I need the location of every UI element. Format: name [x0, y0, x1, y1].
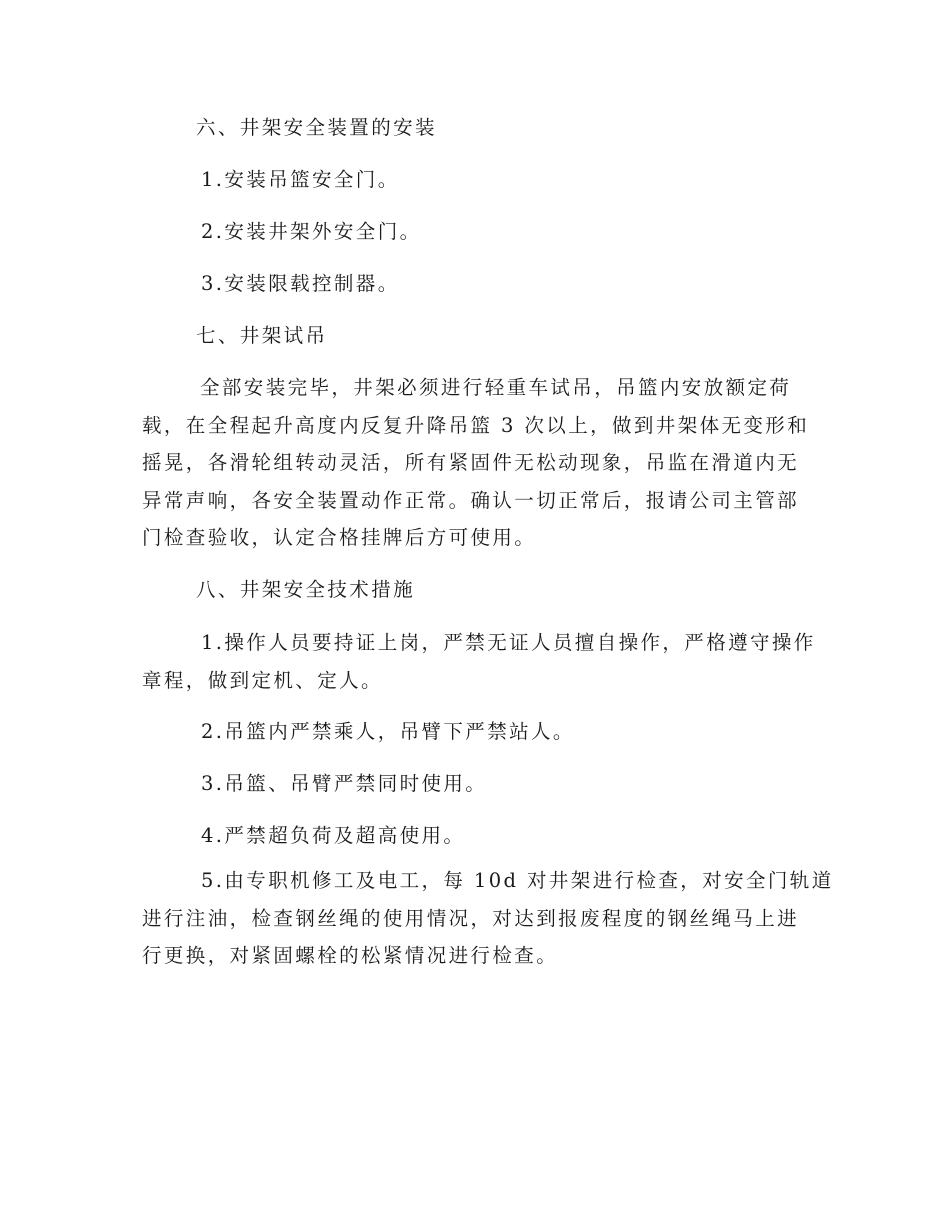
paragraph-line: 进行注油，检查钢丝绳的使用情况，对达到报废程度的钢丝绳马上进	[142, 906, 800, 930]
section-8-item-3: 3.吊篮、吊臂严禁同时使用。	[201, 772, 488, 795]
paragraph-line: 全部安装完毕，井架必须进行轻重车试吊，吊篮内安放额定荷	[200, 376, 792, 399]
section-8-item-1	[142, 624, 816, 699]
section-8-item-4: 4.严禁超负荷及超高使用。	[201, 824, 466, 847]
paragraph-line: 章程，做到定机、定人。	[142, 668, 383, 692]
paragraph-line: 门检查验收，认定合格挂牌后方可使用。	[142, 526, 537, 549]
section-6-item-1: 1.安装吊篮安全门。	[201, 168, 400, 191]
paragraph-line: 1.操作人员要持证上岗，严禁无证人员擅自操作，严格遵守操作	[201, 631, 816, 654]
paragraph-line: 5.由专职机修工及电工，每 10d 对井架进行检查，对安全门轨道	[201, 869, 834, 892]
paragraph-line: 载，在全程起升高度内反复升降吊篮 3 次以上，做到井架体无变形和	[142, 413, 810, 437]
paragraph-line: 行更换，对紧固螺栓的松紧情况进行检查。	[142, 944, 559, 967]
section-8-item-2: 2.吊篮内严禁乘人，吊臂下严禁站人。	[201, 720, 575, 743]
section-6-item-2: 2.安装井架外安全门。	[201, 220, 422, 243]
section-7-heading: 七、井架试吊	[196, 324, 328, 347]
section-6-heading: 六、井架安全装置的安装	[196, 116, 437, 139]
paragraph-line: 摇晃，各滑轮组转动灵活，所有紧固件无松动现象，吊监在滑道内无	[142, 451, 800, 474]
section-6-item-3: 3.安装限载控制器。	[201, 272, 400, 295]
section-8-item-5	[142, 844, 834, 975]
paragraph-line: 异常声响，各安全装置动作正常。确认一切正常后，报请公司主管部	[142, 488, 800, 512]
section-8-heading: 八、井架安全技术措施	[196, 578, 416, 601]
section-7-paragraph	[142, 369, 809, 557]
